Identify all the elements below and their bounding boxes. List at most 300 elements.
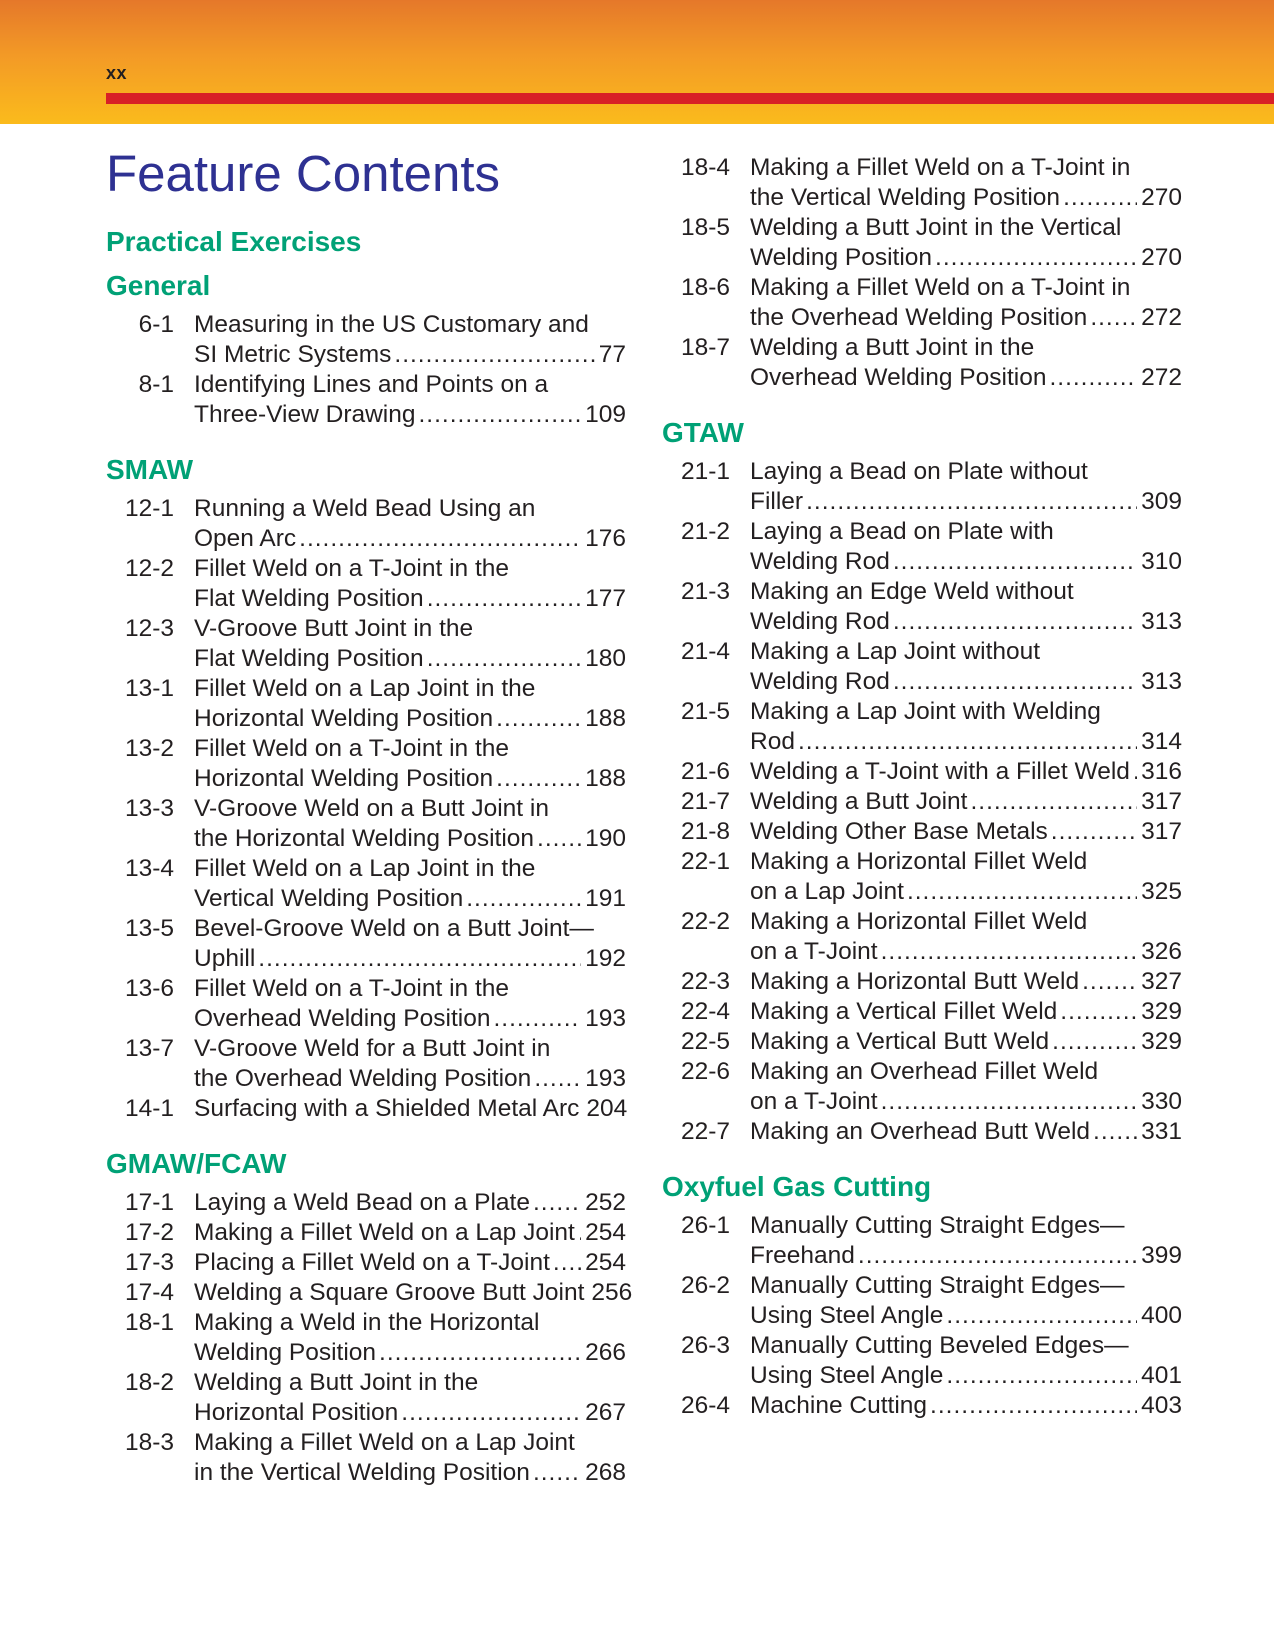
- exercise-number: 22-1: [680, 848, 730, 875]
- exercise-number: 13-7: [124, 1035, 174, 1062]
- entry-title-line2: the Overhead Welding Position: [194, 1065, 532, 1092]
- entry-title-line2: Making a Horizontal Butt Weld: [750, 968, 1080, 995]
- entry-title-line2-row: [194, 524, 626, 554]
- page-number-ref[interactable]: 317: [1141, 788, 1182, 815]
- page-number-ref[interactable]: 180: [585, 645, 626, 672]
- exercise-number: 18-7: [680, 334, 730, 361]
- toc-entry[interactable]: [662, 517, 1182, 577]
- leader-dots: [798, 727, 1137, 757]
- entry-body: [174, 914, 626, 974]
- entry-title-line1: Bevel-Groove Weld on a Butt Joint—: [194, 915, 594, 942]
- toc-entry[interactable]: [662, 457, 1182, 517]
- entry-title-line2: the Overhead Welding Position: [750, 304, 1088, 331]
- exercise-number: 22-6: [680, 1058, 730, 1085]
- entry-title-line2: Welding a Square Groove Butt Joint: [194, 1279, 585, 1306]
- page-number-ref[interactable]: 313: [1141, 668, 1182, 695]
- exercise-number: 18-2: [124, 1369, 174, 1396]
- entry-body: [730, 457, 1182, 517]
- exercise-number: 13-3: [124, 795, 174, 822]
- entry-title-line1: Laying a Bead on Plate without: [750, 458, 1088, 485]
- entry-body: [174, 370, 626, 430]
- toc-entry[interactable]: [662, 1117, 1182, 1147]
- entry-body: [730, 1271, 1182, 1331]
- entry-body: [730, 1211, 1182, 1271]
- leader-dots: [427, 644, 581, 674]
- entry-title-line1: Fillet Weld on a Lap Joint in the: [194, 855, 536, 882]
- entry-body: [174, 1094, 626, 1124]
- entry-title-line1: Manually Cutting Straight Edges—: [750, 1272, 1125, 1299]
- page-number-ref[interactable]: 314: [1141, 728, 1182, 755]
- exercise-number: 21-1: [680, 458, 730, 485]
- exercise-number: 18-5: [680, 214, 730, 241]
- entry-title-line2-row: [194, 1004, 626, 1034]
- leader-dots: [553, 1248, 581, 1278]
- entry-title-line2: Using Steel Angle: [750, 1362, 944, 1389]
- toc-entry[interactable]: [662, 817, 1182, 847]
- leader-dots: [379, 1338, 581, 1368]
- entry-list: [106, 310, 626, 430]
- leader-dots: [881, 937, 1138, 967]
- exercise-number: 18-4: [680, 154, 730, 181]
- leader-dots: [1049, 363, 1137, 393]
- entry-title-line2-row: [194, 704, 626, 734]
- toc-entry[interactable]: [662, 1027, 1182, 1057]
- leader-dots: [1063, 183, 1137, 213]
- toc-entry[interactable]: [662, 967, 1182, 997]
- entry-title-line2: Making a Fillet Weld on a Lap Joint: [194, 1219, 575, 1246]
- page-number-ref[interactable]: 401: [1141, 1362, 1182, 1389]
- entry-list: [662, 1211, 1182, 1421]
- page-number-ref[interactable]: 256: [591, 1279, 633, 1306]
- leader-dots: [394, 340, 594, 370]
- entry-title-line2: the Vertical Welding Position: [750, 184, 1061, 211]
- entry-title-line1: Making a Lap Joint without: [750, 638, 1041, 665]
- page-number-ref[interactable]: 268: [585, 1459, 626, 1486]
- entry-title-line2-row: [750, 727, 1182, 757]
- page-number-ref[interactable]: 191: [585, 885, 626, 912]
- toc-entry[interactable]: [662, 697, 1182, 757]
- toc-entry[interactable]: [106, 1278, 633, 1308]
- exercise-number: 12-3: [124, 615, 174, 642]
- entry-body: [730, 273, 1182, 333]
- page-number-ref[interactable]: 204: [586, 1095, 628, 1122]
- leader-dots: [533, 1188, 581, 1218]
- toc-entry[interactable]: [662, 153, 1182, 213]
- toc-entry[interactable]: [662, 787, 1182, 817]
- entry-title-line2-row: [194, 1338, 626, 1368]
- entry-title-line1: Identifying Lines and Points on a: [194, 371, 549, 398]
- toc-entry[interactable]: [106, 614, 626, 674]
- toc-entry[interactable]: [106, 1034, 626, 1094]
- left-column: [106, 224, 633, 1510]
- page-number-ref[interactable]: 193: [585, 1065, 626, 1092]
- entry-body: [730, 997, 1182, 1027]
- page-number-ref[interactable]: 310: [1141, 548, 1182, 575]
- leader-dots: [537, 824, 581, 854]
- entry-body: [730, 1057, 1182, 1117]
- entry-title-line2: Overhead Welding Position: [194, 1005, 491, 1032]
- entry-title-line2: Rod: [750, 728, 795, 755]
- entry-title-line1: V-Groove Weld for a Butt Joint in: [194, 1035, 551, 1062]
- entry-title-line2-row: [750, 877, 1182, 907]
- entry-list: [662, 153, 1182, 393]
- page-number-ref[interactable]: 329: [1141, 1028, 1182, 1055]
- leader-dots: [946, 1301, 1137, 1331]
- entry-title-line2: Machine Cutting: [750, 1392, 928, 1419]
- entry-body: [730, 1331, 1182, 1391]
- entry-body: [730, 817, 1182, 847]
- page-number-ref[interactable]: 331: [1141, 1118, 1182, 1145]
- toc-entry[interactable]: [662, 1057, 1182, 1117]
- header-rule: [106, 93, 1274, 104]
- page-number-ref[interactable]: 252: [585, 1189, 626, 1216]
- entry-title-line2-row: [750, 1301, 1182, 1331]
- toc-entry[interactable]: [106, 854, 626, 914]
- exercise-number: 21-7: [680, 788, 730, 815]
- entry-title-line2-row: [750, 243, 1182, 273]
- entry-title-line2-row: [750, 1391, 1182, 1421]
- leader-dots: [496, 764, 581, 794]
- toc-entry[interactable]: [662, 757, 1182, 787]
- entry-title-line2-row: [750, 757, 1182, 787]
- entry-body: [174, 554, 626, 614]
- entry-title-line1: Fillet Weld on a Lap Joint in the: [194, 675, 536, 702]
- leader-dots: [427, 584, 581, 614]
- entry-body: [174, 1428, 626, 1488]
- entry-body: [174, 1368, 626, 1428]
- entry-title-line2: Vertical Welding Position: [194, 885, 464, 912]
- entry-title-line2-row: [194, 1398, 626, 1428]
- entry-title-line2: SI Metric Systems: [194, 341, 392, 368]
- entry-title-line2: Overhead Welding Position: [750, 364, 1047, 391]
- entry-title-line1: Making an Overhead Fillet Weld: [750, 1058, 1099, 1085]
- exercise-number: 21-3: [680, 578, 730, 605]
- exercise-number: 21-2: [680, 518, 730, 545]
- toc-entry[interactable]: [662, 577, 1182, 637]
- toc-entry[interactable]: [662, 1391, 1182, 1421]
- entry-title-line2-row: [750, 607, 1182, 637]
- toc-entry[interactable]: [106, 1188, 626, 1218]
- page-number-ref[interactable]: 327: [1141, 968, 1182, 995]
- toc-entry[interactable]: [662, 1271, 1182, 1331]
- leader-dots: [1090, 303, 1137, 333]
- entry-body: [730, 517, 1182, 577]
- entry-title-line2-row: [750, 817, 1182, 847]
- page-number-ref[interactable]: 193: [585, 1005, 626, 1032]
- entry-body: [174, 1248, 626, 1278]
- entry-title-line2: Welding Rod: [750, 548, 890, 575]
- entry-title-line2: Flat Welding Position: [194, 585, 424, 612]
- entry-title-line1: V-Groove Butt Joint in the: [194, 615, 474, 642]
- exercise-number: 17-4: [124, 1279, 174, 1306]
- entry-title-line2-row: [194, 400, 626, 430]
- entry-title-line2: Welding a T-Joint with a Fillet Weld: [750, 758, 1130, 785]
- entry-body: [174, 794, 626, 854]
- exercise-number: 26-3: [680, 1332, 730, 1359]
- exercise-number: 13-2: [124, 735, 174, 762]
- entry-list: [106, 1188, 633, 1488]
- toc-entry[interactable]: [106, 370, 626, 430]
- entry-body: [730, 787, 1182, 817]
- entry-title-line2: in the Vertical Welding Position: [194, 1459, 530, 1486]
- toc-entry[interactable]: [662, 1331, 1182, 1391]
- leader-dots: [578, 1218, 581, 1248]
- toc-entry[interactable]: [106, 914, 626, 974]
- entry-title-line2-row: [194, 584, 626, 614]
- header-band: [0, 0, 1274, 124]
- section-heading: Oxyfuel Gas Cutting: [662, 1171, 932, 1202]
- entry-body: [730, 847, 1182, 907]
- entry-body: [730, 213, 1182, 273]
- entry-body: [174, 974, 626, 1034]
- exercise-number: 21-8: [680, 818, 730, 845]
- entry-title-line2-row: [194, 340, 626, 370]
- entry-title-line2: Using Steel Angle: [750, 1302, 944, 1329]
- leader-dots: [1133, 757, 1137, 787]
- entry-title-line1: Fillet Weld on a T-Joint in the: [194, 735, 510, 762]
- page-number-ref[interactable]: 309: [1141, 488, 1182, 515]
- entry-title-line2-row: [750, 997, 1182, 1027]
- leader-dots: [907, 877, 1137, 907]
- toc-entry[interactable]: [662, 1211, 1182, 1271]
- toc-entry[interactable]: [106, 734, 626, 794]
- toc-entry[interactable]: [106, 554, 626, 614]
- entry-title-line2: Making an Overhead Butt Weld: [750, 1118, 1091, 1145]
- page-number-ref[interactable]: 266: [585, 1339, 626, 1366]
- entry-title-line2: Placing a Fillet Weld on a T-Joint: [194, 1249, 550, 1276]
- entry-list: [662, 457, 1182, 1147]
- page-number-ref[interactable]: 190: [585, 825, 626, 852]
- entry-title-line2-row: [750, 1027, 1182, 1057]
- exercise-number: 17-3: [124, 1249, 174, 1276]
- exercise-number: 12-1: [124, 495, 174, 522]
- toc-entry[interactable]: [106, 794, 626, 854]
- toc-entry[interactable]: [106, 310, 626, 370]
- entry-body: [730, 333, 1182, 393]
- entry-title-line2: Horizontal Welding Position: [194, 765, 494, 792]
- exercise-number: 26-2: [680, 1272, 730, 1299]
- toc-entry[interactable]: [106, 974, 626, 1034]
- page-number-ref[interactable]: 330: [1141, 1088, 1182, 1115]
- exercise-number: 13-4: [124, 855, 174, 882]
- entry-title-line1: Making a Horizontal Fillet Weld: [750, 908, 1088, 935]
- entry-title-line2: on a Lap Joint: [750, 878, 904, 905]
- toc-entry[interactable]: [662, 847, 1182, 907]
- leader-dots: [935, 243, 1137, 273]
- leader-dots: [1060, 997, 1137, 1027]
- page-number-ref[interactable]: 316: [1141, 758, 1182, 785]
- page-number-ref[interactable]: 317: [1141, 818, 1182, 845]
- toc-entry[interactable]: [662, 907, 1182, 967]
- leader-dots: [930, 1391, 1137, 1421]
- page-number-ref[interactable]: 176: [585, 525, 626, 552]
- toc-entry[interactable]: [106, 1094, 626, 1124]
- entry-title-line2: Horizontal Welding Position: [194, 705, 494, 732]
- entry-title-line2-row: [750, 183, 1182, 213]
- entry-body: [174, 1308, 626, 1368]
- toc-entry[interactable]: [106, 1428, 626, 1488]
- entry-title-line2-row: [194, 764, 626, 794]
- entry-title-line2-row: [194, 644, 626, 674]
- toc-entry[interactable]: [662, 273, 1182, 333]
- exercise-number: 26-4: [680, 1392, 730, 1419]
- leader-dots: [893, 607, 1137, 637]
- entry-title-line1: Measuring in the US Customary and: [194, 311, 589, 338]
- toc-entry[interactable]: [106, 1218, 626, 1248]
- toc-entry[interactable]: [662, 213, 1182, 273]
- right-sections: [662, 153, 1182, 1421]
- entry-title-line1: Making a Weld in the Horizontal: [194, 1309, 540, 1336]
- entry-list: [106, 494, 626, 1124]
- entry-title-line2: Flat Welding Position: [194, 645, 424, 672]
- leader-dots: [534, 1064, 581, 1094]
- page-number-ref[interactable]: 77: [598, 341, 626, 368]
- exercise-number: 13-5: [124, 915, 174, 942]
- page-number-ref[interactable]: 272: [1141, 364, 1182, 391]
- page-number-ref[interactable]: 313: [1141, 608, 1182, 635]
- entry-title-line2: Welding a Butt Joint: [750, 788, 968, 815]
- entry-title-line2: Laying a Weld Bead on a Plate: [194, 1189, 530, 1216]
- leader-dots: [1052, 1027, 1137, 1057]
- entry-title-line2-row: [194, 1248, 626, 1278]
- toc-entry[interactable]: [662, 997, 1182, 1027]
- toc-entry[interactable]: [106, 1248, 626, 1278]
- exercise-number: 13-6: [124, 975, 174, 1002]
- entry-body: [174, 614, 626, 674]
- right-column: [662, 153, 1182, 1443]
- practical-exercises-heading: Practical Exercises: [106, 226, 362, 257]
- exercise-number: 21-5: [680, 698, 730, 725]
- exercise-number: 13-1: [124, 675, 174, 702]
- entry-body: [174, 1278, 633, 1308]
- entry-title-line2-row: [194, 944, 626, 974]
- entry-title-line2: the Horizontal Welding Position: [194, 825, 535, 852]
- leader-dots: [401, 1398, 581, 1428]
- entry-title-line1: Making a Fillet Weld on a T-Joint in: [750, 154, 1131, 181]
- section-heading: SMAW: [106, 454, 194, 485]
- toc-entry[interactable]: [662, 333, 1182, 393]
- page-number-ref[interactable]: 177: [585, 585, 626, 612]
- entry-title-line1: Welding a Butt Joint in the: [194, 1369, 479, 1396]
- entry-title-line1: Manually Cutting Beveled Edges—: [750, 1332, 1129, 1359]
- entry-body: [730, 153, 1182, 213]
- page-number-ref[interactable]: 188: [585, 705, 626, 732]
- entry-title-line2: Welding Other Base Metals: [750, 818, 1048, 845]
- page-number-ref[interactable]: 270: [1141, 244, 1182, 271]
- entry-title-line2-row: [194, 824, 626, 854]
- leader-dots: [970, 787, 1137, 817]
- page-number-ref[interactable]: 329: [1141, 998, 1182, 1025]
- exercise-number: 8-1: [138, 371, 174, 398]
- entry-title-line1: V-Groove Weld on a Butt Joint in: [194, 795, 549, 822]
- entry-title-line2: Welding Position: [750, 244, 933, 271]
- entry-title-line2-row: [194, 1064, 626, 1094]
- entry-title-line2: on a T-Joint: [750, 938, 878, 965]
- leader-dots: [533, 1458, 581, 1488]
- leader-dots: [466, 884, 581, 914]
- entry-body: [174, 494, 626, 554]
- entry-title-line2-row: [750, 1361, 1182, 1391]
- page-number-ref[interactable]: 254: [585, 1249, 626, 1276]
- exercise-number: 26-1: [680, 1212, 730, 1239]
- entry-body: [174, 1188, 626, 1218]
- entry-title-line2: Making a Vertical Fillet Weld: [750, 998, 1058, 1025]
- entry-title-line2-row: [194, 1188, 626, 1218]
- section-heading: GMAW/FCAW: [106, 1148, 287, 1179]
- leader-dots: [1082, 967, 1137, 997]
- exercise-number: 6-1: [138, 311, 174, 338]
- page-number-ref[interactable]: 403: [1141, 1392, 1182, 1419]
- entry-title-line2: Open Arc: [194, 525, 297, 552]
- entry-body: [174, 310, 626, 370]
- page-number-ref[interactable]: 109: [585, 401, 626, 428]
- toc-entry[interactable]: [106, 494, 626, 554]
- exercise-number: 17-1: [124, 1189, 174, 1216]
- entry-body: [174, 854, 626, 914]
- entry-title-line1: Laying a Bead on Plate with: [750, 518, 1054, 545]
- entry-title-line1: Making a Fillet Weld on a Lap Joint: [194, 1429, 575, 1456]
- exercise-number: 12-2: [124, 555, 174, 582]
- page-number-ref[interactable]: 267: [585, 1399, 626, 1426]
- page-number: xx: [106, 63, 128, 83]
- page-number-ref[interactable]: 192: [585, 945, 626, 972]
- page-number-ref[interactable]: 325: [1141, 878, 1182, 905]
- leader-dots: [881, 1087, 1138, 1117]
- exercise-number: 18-3: [124, 1429, 174, 1456]
- left-sections: [106, 268, 633, 1488]
- leader-dots: [946, 1361, 1137, 1391]
- page-number-ref[interactable]: 254: [585, 1219, 626, 1246]
- entry-body: [730, 967, 1182, 997]
- entry-title-line2-row: [194, 884, 626, 914]
- leader-dots: [493, 1004, 581, 1034]
- toc-entry[interactable]: [106, 1308, 626, 1368]
- toc-entry[interactable]: [106, 1368, 626, 1428]
- entry-title-line1: Making a Horizontal Fillet Weld: [750, 848, 1088, 875]
- entry-title-line1: Fillet Weld on a T-Joint in the: [194, 555, 510, 582]
- toc-entry[interactable]: [662, 637, 1182, 697]
- entry-title-line1: Running a Weld Bead Using an: [194, 495, 536, 522]
- entry-body: [174, 674, 626, 734]
- entry-body: [730, 637, 1182, 697]
- leader-dots: [893, 667, 1137, 697]
- entry-title-line2-row: [194, 1278, 633, 1308]
- entry-body: [174, 734, 626, 794]
- exercise-number: 22-4: [680, 998, 730, 1025]
- entry-body: [730, 1117, 1182, 1147]
- page-number-ref[interactable]: 399: [1141, 1242, 1182, 1269]
- page-number-ref[interactable]: 188: [585, 765, 626, 792]
- leader-dots: [258, 944, 581, 974]
- entry-title-line2: Uphill: [194, 945, 256, 972]
- exercise-number: 21-4: [680, 638, 730, 665]
- leader-dots: [496, 704, 581, 734]
- page-number-ref[interactable]: 272: [1141, 304, 1182, 331]
- exercise-number: 22-7: [680, 1118, 730, 1145]
- entry-body: [174, 1218, 626, 1248]
- entry-title-line2-row: [194, 1094, 626, 1124]
- entry-title-line2-row: [750, 937, 1182, 967]
- entry-body: [730, 1027, 1182, 1057]
- toc-entry[interactable]: [106, 674, 626, 734]
- entry-title-line1: Fillet Weld on a T-Joint in the: [194, 975, 510, 1002]
- entry-title-line1: Welding a Butt Joint in the: [750, 334, 1035, 361]
- entry-body: [730, 1391, 1182, 1421]
- page-number-ref[interactable]: 326: [1141, 938, 1182, 965]
- page-number-ref[interactable]: 270: [1141, 184, 1182, 211]
- page-number-ref[interactable]: 400: [1141, 1302, 1182, 1329]
- entry-title-line2: Three-View Drawing: [194, 401, 416, 428]
